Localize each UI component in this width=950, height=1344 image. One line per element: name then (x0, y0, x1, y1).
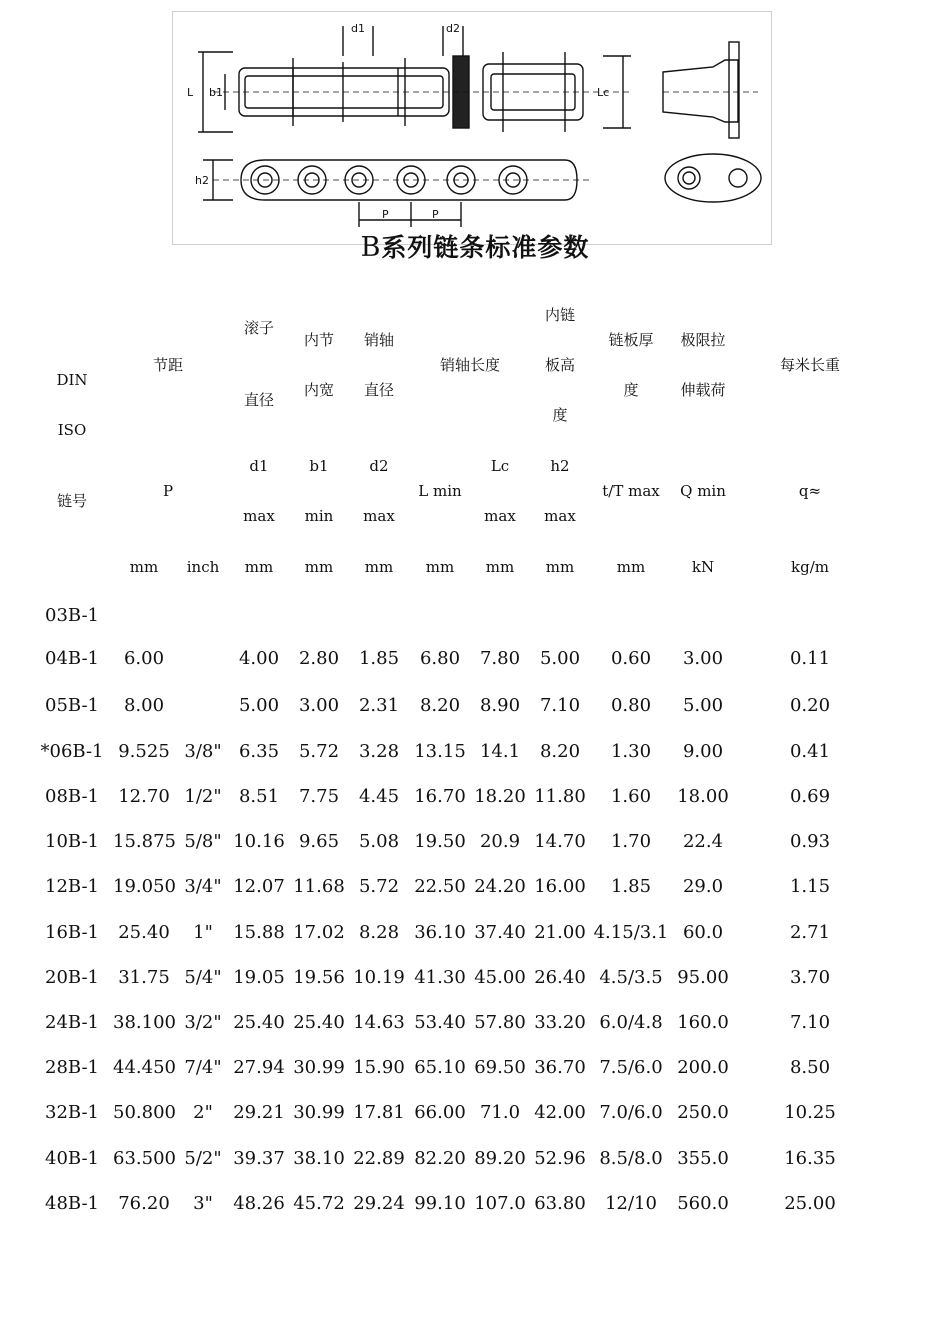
table-cell: 0.69 (789, 786, 831, 807)
title-main: 系列链条标准参数 (381, 233, 590, 262)
chain-diagram (172, 11, 772, 245)
chain-number-cell: 28B-1 (45, 1057, 99, 1078)
chain-number-cell: 03B-1 (45, 605, 99, 626)
table-cell: 3.28 (358, 741, 400, 762)
table-cell: 560.0 (677, 1193, 729, 1214)
hdr-b1-name2: 内宽 (303, 381, 334, 399)
hdr-Lc-sym: Lc (490, 457, 510, 475)
table-cell: 12.07 (233, 876, 285, 897)
hdr-pitch-sym: P (162, 482, 174, 500)
hdr-Q-sym: Q min (680, 482, 726, 500)
table-cell: 5/2" (184, 1148, 222, 1169)
table-cell: 1.70 (610, 831, 652, 852)
table-cell: 11.80 (534, 786, 586, 807)
table-cell: 25.40 (293, 1012, 345, 1033)
table-cell: 0.80 (610, 695, 652, 716)
hdr-pin-length: 销轴长度 (439, 356, 500, 374)
table-cell: 3" (193, 1193, 213, 1214)
table-cell: 5.00 (682, 695, 724, 716)
table-cell: 38.10 (293, 1148, 345, 1169)
table-cell: 29.21 (233, 1102, 285, 1123)
table-cell: 6.80 (419, 648, 461, 669)
label-p-2: P (432, 208, 439, 221)
table-cell: 6.0/4.8 (599, 1012, 663, 1033)
table-cell: 10.25 (784, 1102, 836, 1123)
label-d2: d2 (446, 22, 460, 35)
table-cell: 5.72 (298, 741, 340, 762)
table-cell: 19.56 (293, 967, 345, 988)
table-cell: 24.20 (474, 876, 526, 897)
hdr-d1-max: max (243, 507, 275, 525)
table-cell: 5.08 (358, 831, 400, 852)
chain-drawing (173, 12, 773, 246)
hdr-Q-name1: 极限拉 (680, 331, 726, 349)
hdr-q-sym: q≈ (798, 482, 822, 500)
chain-number-cell: 20B-1 (45, 967, 99, 988)
hdr-d2-name2: 直径 (363, 381, 394, 399)
table-cell: 36.70 (534, 1057, 586, 1078)
table-cell: 18.20 (474, 786, 526, 807)
table-cell: 63.80 (534, 1193, 586, 1214)
table-cell: 44.450 (113, 1057, 176, 1078)
chain-number-cell: 10B-1 (45, 831, 99, 852)
table-cell: 20.9 (479, 831, 521, 852)
table-cell: 8.5/8.0 (599, 1148, 663, 1169)
table-cell: 5.72 (358, 876, 400, 897)
chain-number-cell: 32B-1 (45, 1102, 99, 1123)
hdr-b1-sym: b1 (309, 457, 329, 475)
label-h2: h2 (195, 174, 209, 187)
table-cell: 69.50 (474, 1057, 526, 1078)
table-cell: 29.24 (353, 1193, 405, 1214)
table-cell: 6.00 (123, 648, 165, 669)
table-cell: 7.10 (789, 1012, 831, 1033)
table-cell: 0.93 (789, 831, 831, 852)
table-cell: 15.88 (233, 922, 285, 943)
table-cell: 25.40 (233, 1012, 285, 1033)
table-cell: 2.71 (789, 922, 831, 943)
table-cell: 37.40 (474, 922, 526, 943)
table-cell: 3/8" (184, 741, 222, 762)
table-cell: 7/4" (184, 1057, 222, 1078)
hdr-b1-name1: 内节 (303, 331, 334, 349)
title-prefix: B (360, 232, 382, 263)
table-cell: 76.20 (118, 1193, 170, 1214)
table-cell: 25.00 (784, 1193, 836, 1214)
table-cell: 48.26 (233, 1193, 285, 1214)
hdr-b1-min: min (304, 507, 334, 525)
table-cell: 17.02 (293, 922, 345, 943)
hdr-h2-name2: 板高 (544, 356, 575, 374)
table-cell: 16.00 (534, 876, 586, 897)
table-cell: 1.30 (610, 741, 652, 762)
hdr-Lc-unit: mm (485, 558, 515, 576)
table-cell: 0.11 (789, 648, 831, 669)
table-cell: 22.89 (353, 1148, 405, 1169)
table-cell: 19.50 (414, 831, 466, 852)
table-cell: 89.20 (474, 1148, 526, 1169)
table-cell: 5.00 (539, 648, 581, 669)
table-cell: 26.40 (534, 967, 586, 988)
table-cell: 5.00 (238, 695, 280, 716)
hdr-Q-unit: kN (691, 558, 715, 576)
table-cell: 25.40 (118, 922, 170, 943)
hdr-h2-sym: h2 (550, 457, 570, 475)
table-cell: 30.99 (293, 1057, 345, 1078)
chain-number-cell: 05B-1 (45, 695, 99, 716)
table-cell: 9.00 (682, 741, 724, 762)
table-cell: 0.60 (610, 648, 652, 669)
table-cell: 60.0 (682, 922, 724, 943)
hdr-d1-name1: 滚子 (243, 319, 274, 337)
table-cell: 1.85 (610, 876, 652, 897)
hdr-Q-name2: 伸载荷 (680, 381, 726, 399)
hdr-t-name1: 链板厚 (608, 331, 654, 349)
label-Lc: Lc (597, 86, 610, 99)
label-L: L (187, 86, 194, 99)
chain-number-cell: 24B-1 (45, 1012, 99, 1033)
table-cell: 19.050 (113, 876, 176, 897)
hdr-b1-unit: mm (304, 558, 334, 576)
table-cell: 14.63 (353, 1012, 405, 1033)
table-cell: 36.10 (414, 922, 466, 943)
table-cell: 52.96 (534, 1148, 586, 1169)
table-cell: 14.70 (534, 831, 586, 852)
hdr-t-sym: t/T max (602, 482, 660, 500)
table-cell: 5/4" (184, 967, 222, 988)
table-cell: 2.80 (298, 648, 340, 669)
table-cell: 8.28 (358, 922, 400, 943)
hdr-h2-max: max (544, 507, 576, 525)
hdr-iso: ISO (57, 421, 87, 439)
hdr-d2-max: max (363, 507, 395, 525)
table-cell: 30.99 (293, 1102, 345, 1123)
chain-number-cell: 04B-1 (45, 648, 99, 669)
label-b1: b1 (209, 86, 223, 99)
table-cell: 2" (193, 1102, 213, 1123)
table-cell: 10.19 (353, 967, 405, 988)
chain-number-cell: 16B-1 (45, 922, 99, 943)
table-cell: 95.00 (677, 967, 729, 988)
table-cell: 12.70 (118, 786, 170, 807)
table-cell: 42.00 (534, 1102, 586, 1123)
table-cell: 31.75 (118, 967, 170, 988)
hdr-h2-name1: 内链 (544, 306, 575, 324)
hdr-din: DIN (56, 371, 88, 389)
table-cell: 16.35 (784, 1148, 836, 1169)
hdr-L-sym: L min (418, 482, 462, 500)
hdr-pitch-inch: inch (186, 558, 220, 576)
table-cell: 3/2" (184, 1012, 222, 1033)
hdr-d1-sym: d1 (249, 457, 269, 475)
hdr-L-unit: mm (425, 558, 455, 576)
table-cell: 71.0 (479, 1102, 521, 1123)
hdr-d1-name2: 直径 (243, 391, 274, 409)
table-cell: 3.00 (298, 695, 340, 716)
table-cell: 33.20 (534, 1012, 586, 1033)
table-cell: 0.20 (789, 695, 831, 716)
label-p-1: P (382, 208, 389, 221)
table-cell: 8.90 (479, 695, 521, 716)
table-cell: 63.500 (113, 1148, 176, 1169)
chain-number-cell: 48B-1 (45, 1193, 99, 1214)
table-cell: 0.41 (789, 741, 831, 762)
table-cell: 9.525 (118, 741, 170, 762)
table-cell: 16.70 (414, 786, 466, 807)
table-cell: 1.60 (610, 786, 652, 807)
hdr-h2-name3: 度 (552, 406, 568, 424)
table-cell: 65.10 (414, 1057, 466, 1078)
chain-number-cell: 12B-1 (45, 876, 99, 897)
table-cell: 3/4" (184, 876, 222, 897)
table-cell: 200.0 (677, 1057, 729, 1078)
hdr-d2-sym: d2 (369, 457, 389, 475)
table-cell: 21.00 (534, 922, 586, 943)
table-cell: 19.05 (233, 967, 285, 988)
hdr-chain-no: 链号 (56, 492, 87, 510)
table-cell: 160.0 (677, 1012, 729, 1033)
table-cell: 66.00 (414, 1102, 466, 1123)
table-cell: 250.0 (677, 1102, 729, 1123)
table-cell: 38.100 (113, 1012, 176, 1033)
table-cell: 7.5/6.0 (599, 1057, 663, 1078)
table-cell: 8.00 (123, 695, 165, 716)
table-cell: 1.85 (358, 648, 400, 669)
hdr-q-name: 每米长重 (779, 356, 840, 374)
table-cell: 6.35 (238, 741, 280, 762)
table-cell: 15.90 (353, 1057, 405, 1078)
page-title (0, 228, 950, 264)
table-cell: 14.1 (479, 741, 521, 762)
table-cell: 11.68 (293, 876, 345, 897)
table-cell: 57.80 (474, 1012, 526, 1033)
chain-number-cell: 40B-1 (45, 1148, 99, 1169)
table-cell: 53.40 (414, 1012, 466, 1033)
table-cell: 39.37 (233, 1148, 285, 1169)
table-cell: 22.4 (682, 831, 724, 852)
hdr-Lc-max: max (484, 507, 516, 525)
table-cell: 8.20 (419, 695, 461, 716)
table-cell: 7.75 (298, 786, 340, 807)
table-cell: 355.0 (677, 1148, 729, 1169)
table-cell: 1.15 (789, 876, 831, 897)
hdr-h2-unit: mm (545, 558, 575, 576)
table-cell: 107.0 (474, 1193, 526, 1214)
hdr-pitch-mm: mm (129, 558, 159, 576)
table-cell: 12/10 (605, 1193, 657, 1214)
chain-number-cell: 08B-1 (45, 786, 99, 807)
table-cell: 22.50 (414, 876, 466, 897)
table-cell: 29.0 (682, 876, 724, 897)
table-cell: 1" (193, 922, 213, 943)
chain-number-cell: *06B-1 (40, 741, 104, 762)
table-cell: 15.875 (113, 831, 176, 852)
label-d1: d1 (351, 22, 365, 35)
table-cell: 2.31 (358, 695, 400, 716)
table-cell: 9.65 (298, 831, 340, 852)
hdr-t-name2: 度 (623, 381, 639, 399)
table-cell: 8.20 (539, 741, 581, 762)
table-cell: 4.15/3.1 (593, 922, 669, 943)
hdr-t-unit: mm (616, 558, 646, 576)
table-cell: 8.51 (238, 786, 280, 807)
table-cell: 3.70 (789, 967, 831, 988)
table-cell: 82.20 (414, 1148, 466, 1169)
table-cell: 50.800 (113, 1102, 176, 1123)
table-cell: 7.80 (479, 648, 521, 669)
table-cell: 7.10 (539, 695, 581, 716)
table-cell: 3.00 (682, 648, 724, 669)
table-cell: 4.5/3.5 (599, 967, 663, 988)
table-cell: 4.45 (358, 786, 400, 807)
table-cell: 45.00 (474, 967, 526, 988)
table-cell: 1/2" (184, 786, 222, 807)
table-cell: 18.00 (677, 786, 729, 807)
table-cell: 4.00 (238, 648, 280, 669)
table-cell: 27.94 (233, 1057, 285, 1078)
table-cell: 5/8" (184, 831, 222, 852)
table-cell: 41.30 (414, 967, 466, 988)
table-cell: 99.10 (414, 1193, 466, 1214)
table-cell: 13.15 (414, 741, 466, 762)
table-cell: 8.50 (789, 1057, 831, 1078)
table-cell: 10.16 (233, 831, 285, 852)
hdr-d1-unit: mm (244, 558, 274, 576)
hdr-d2-name1: 销轴 (363, 331, 394, 349)
table-cell: 17.81 (353, 1102, 405, 1123)
hdr-pitch: 节距 (152, 356, 183, 374)
hdr-q-unit: kg/m (791, 558, 829, 576)
hdr-d2-unit: mm (364, 558, 394, 576)
table-cell: 45.72 (293, 1193, 345, 1214)
table-cell: 7.0/6.0 (599, 1102, 663, 1123)
